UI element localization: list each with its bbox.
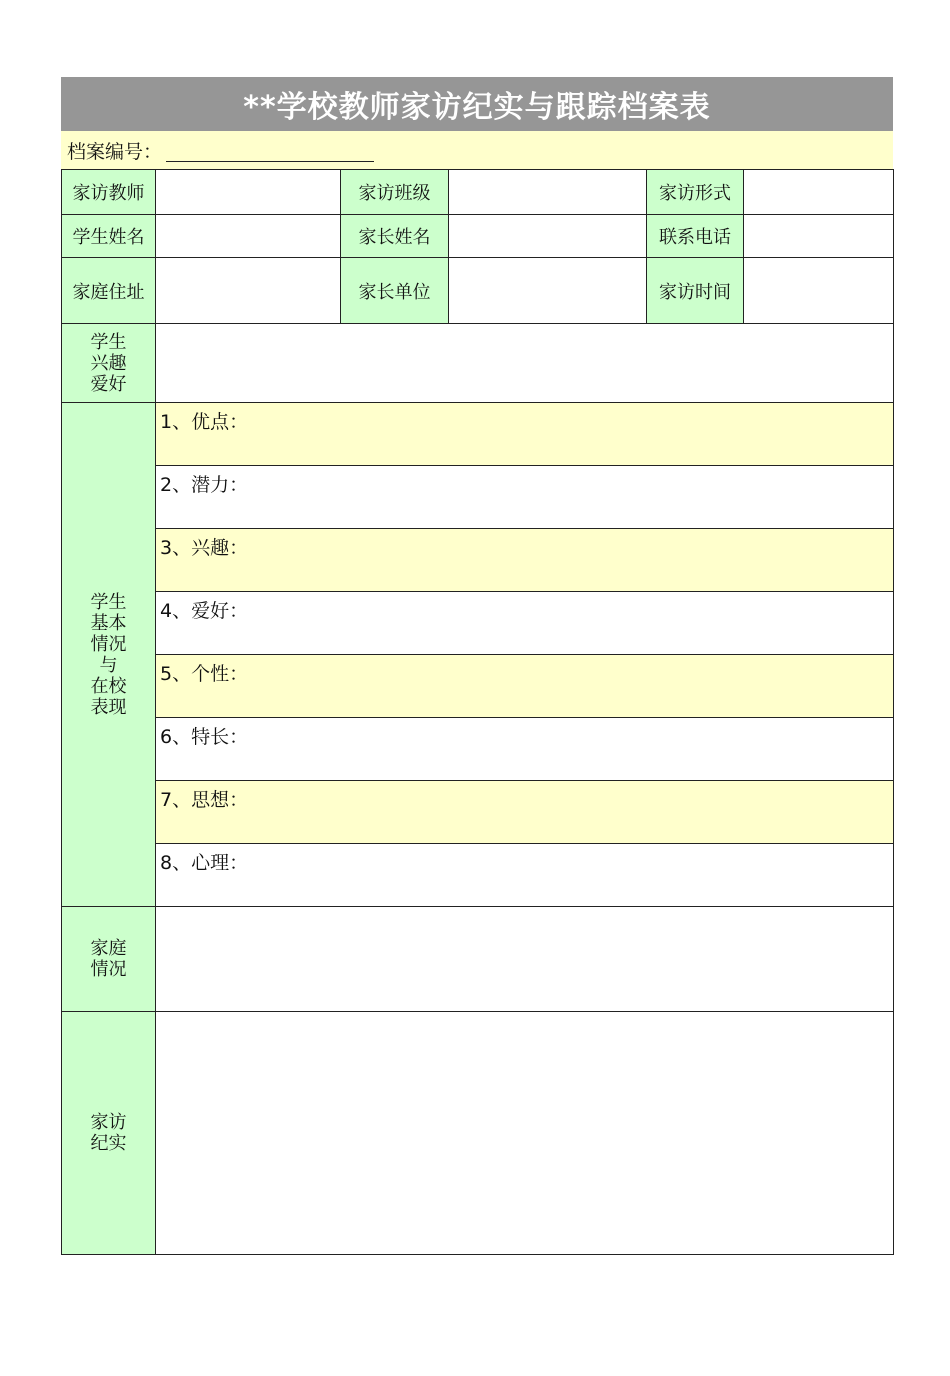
archive-number-field[interactable]: [166, 139, 374, 162]
psychology-field[interactable]: 8、心理：: [156, 844, 894, 907]
basic-item-row: [62, 592, 894, 655]
info-row: [62, 215, 894, 258]
basic-situation-label: 学生 基本 情况 与 在校 表现: [62, 403, 156, 907]
thought-field[interactable]: 7、思想：: [156, 781, 894, 844]
parent-name-field[interactable]: [449, 215, 647, 258]
phone-field[interactable]: [744, 215, 894, 258]
info-row: [62, 170, 894, 215]
archive-number-row: [61, 131, 893, 169]
visit-record-field[interactable]: [156, 1012, 894, 1255]
student-name-field[interactable]: [156, 215, 341, 258]
family-situation-label: 家庭 情况: [62, 907, 156, 1012]
form-title: **学校教师家访纪实与跟踪档案表: [61, 77, 893, 131]
basic-item-row: [62, 466, 894, 529]
strengths-field[interactable]: 1、优点：: [156, 403, 894, 466]
form-table: [61, 169, 894, 1255]
parent-workplace-field[interactable]: [449, 258, 647, 324]
visit-record-label: 家访 纪实: [62, 1012, 156, 1255]
student-name-label: 学生姓名: [62, 215, 156, 258]
family-situation-field[interactable]: [156, 907, 894, 1012]
family-row: [62, 907, 894, 1012]
phone-label: 联系电话: [647, 215, 744, 258]
interests-field[interactable]: [156, 324, 894, 403]
basic-item-row: [62, 781, 894, 844]
visit-time-field[interactable]: [744, 258, 894, 324]
archive-form: [61, 77, 893, 1255]
info-row: [62, 258, 894, 324]
parent-workplace-label: 家长单位: [341, 258, 449, 324]
visit-time-label: 家访时间: [647, 258, 744, 324]
specialty-field[interactable]: 6、特长：: [156, 718, 894, 781]
basic-item-row: [62, 403, 894, 466]
potential-field[interactable]: 2、潜力：: [156, 466, 894, 529]
basic-item-row: [62, 844, 894, 907]
basic-item-row: [62, 529, 894, 592]
archive-number-label: 档案编号：: [67, 140, 163, 163]
record-row: [62, 1012, 894, 1255]
basic-item-row: [62, 655, 894, 718]
hobby-field[interactable]: 4、爱好：: [156, 592, 894, 655]
visit-form-label: 家访形式: [647, 170, 744, 215]
visit-teacher-field[interactable]: [156, 170, 341, 215]
visit-class-field[interactable]: [449, 170, 647, 215]
personality-field[interactable]: 5、个性：: [156, 655, 894, 718]
visit-teacher-label: 家访教师: [62, 170, 156, 215]
parent-name-label: 家长姓名: [341, 215, 449, 258]
interest-field[interactable]: 3、兴趣：: [156, 529, 894, 592]
home-address-label: 家庭住址: [62, 258, 156, 324]
basic-item-row: [62, 718, 894, 781]
home-address-field[interactable]: [156, 258, 341, 324]
visit-form-field[interactable]: [744, 170, 894, 215]
interests-row: [62, 324, 894, 403]
interests-label: 学生 兴趣 爱好: [62, 324, 156, 403]
visit-class-label: 家访班级: [341, 170, 449, 215]
